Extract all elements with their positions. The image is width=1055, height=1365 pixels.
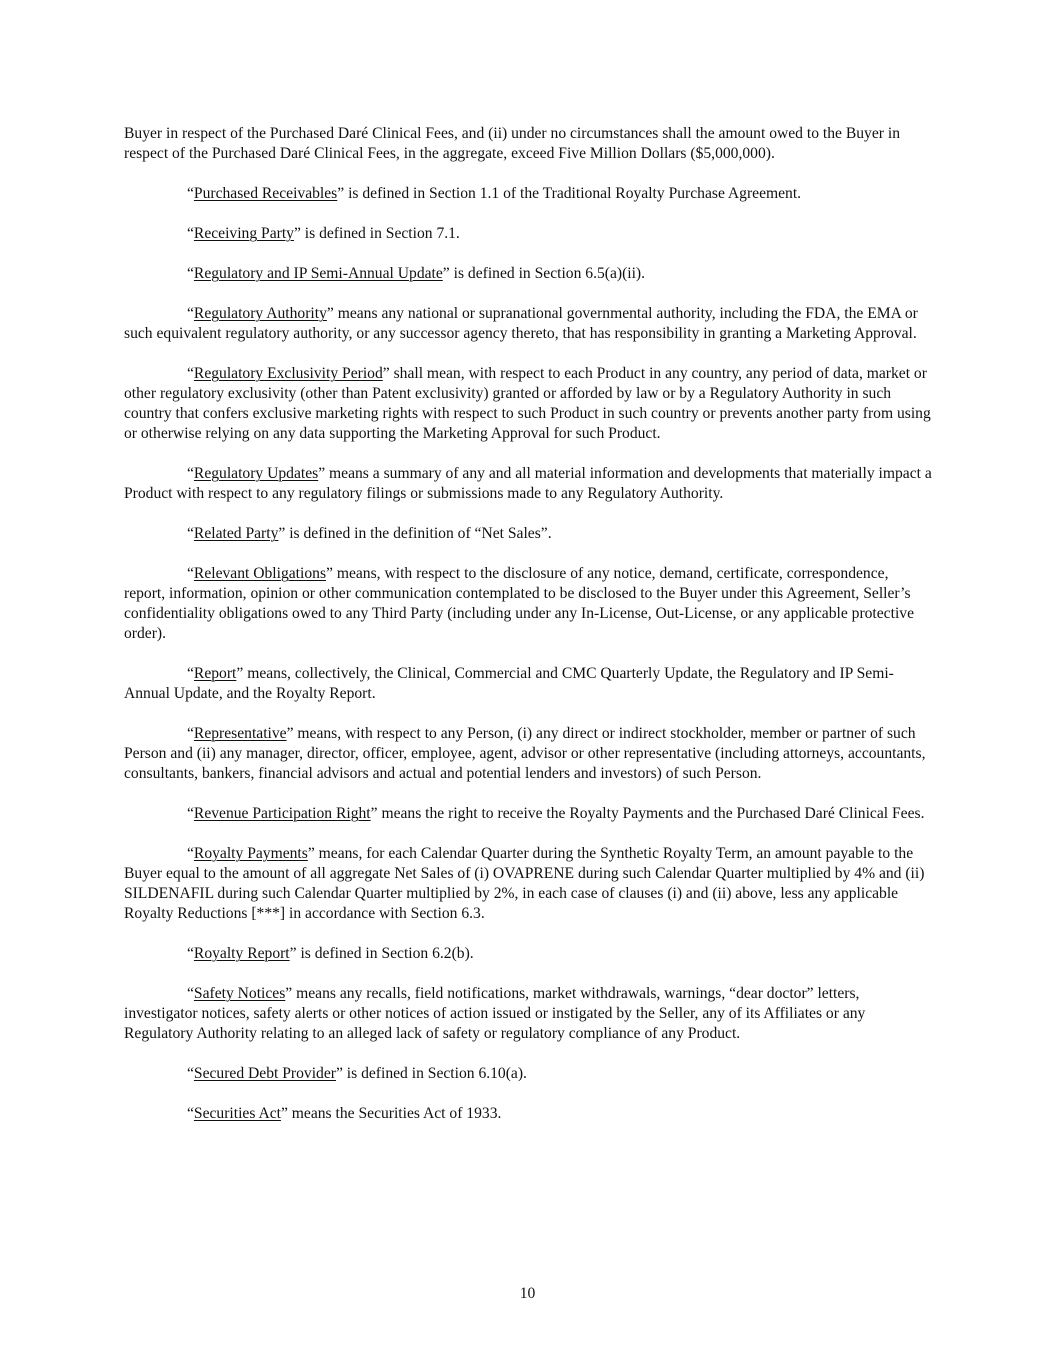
defined-term: Purchased Receivables [193, 185, 338, 202]
definition-report [124, 664, 932, 704]
defined-term: Regulatory Exclusivity Period [193, 365, 383, 382]
open-quote: “ [187, 565, 194, 582]
open-quote: “ [187, 845, 194, 862]
definition-text: ” is defined in Section 7.1. [293, 225, 460, 242]
definition-royalty-payments [124, 844, 932, 924]
definition-revenue-participation-right [124, 804, 932, 824]
definition-text: ” means, collectively, the Clinical, Commercial and CMC Quarterly Update, the Regulatory and IP Semi-Annual Update, and the Royalty Report. [124, 665, 894, 702]
definition-regulatory-updates [124, 464, 932, 504]
open-quote: “ [187, 805, 194, 822]
open-quote: “ [187, 525, 194, 542]
open-quote: “ [187, 725, 194, 742]
definition-text: ” is defined in Section 6.10(a). [335, 1065, 527, 1082]
defined-term: Regulatory Authority [193, 305, 327, 322]
definition-text: ” means, with respect to the disclosure of any notice, demand, certificate, correspondence, report, information, opinion or other communication contemplated to be disclosed to the Buyer under this Agreement, Seller’s confidentiality obligations owed to any Third Party (including under any In-License, Out-License, or any applicable protective order). [124, 565, 914, 642]
definition-regulatory-ip-update [124, 264, 932, 284]
definition-relevant-obligations [124, 564, 932, 644]
definition-text: ” is defined in Section 1.1 of the Traditional Royalty Purchase Agreement. [337, 185, 802, 202]
definition-securities-act [124, 1104, 932, 1124]
definition-safety-notices [124, 984, 932, 1044]
definition-text: ” means, with respect to any Person, (i) any direct or indirect stockholder, member or partner of such Person and (ii) any manager, director, officer, employee, agent, advisor or other representative (including attorneys, accountants, consultants, bankers, financial advisors and actual and potential lenders and investors) of such Person. [124, 725, 926, 782]
open-quote: “ [187, 265, 194, 282]
defined-term: Regulatory and IP Semi-Annual Update [193, 265, 443, 282]
open-quote: “ [187, 945, 194, 962]
defined-term: Royalty Report [193, 945, 290, 962]
defined-term: Royalty Payments [193, 845, 308, 862]
open-quote: “ [187, 1065, 194, 1082]
definition-representative [124, 724, 932, 784]
definition-text: ” is defined in the definition of “Net Sales”. [278, 525, 552, 542]
definition-regulatory-exclusivity-period [124, 364, 932, 444]
page-number: 10 [519, 1285, 536, 1302]
paragraph-continuation [124, 124, 932, 164]
open-quote: “ [187, 225, 194, 242]
defined-term: Safety Notices [193, 985, 286, 1002]
definition-receiving-party [124, 224, 932, 244]
definition-text: ” means any recalls, field notifications, market withdrawals, warnings, “dear doctor” letters, investigator notices, safety alerts or other notices of action issued or instigated by the Seller, any of its Affiliates or any Regulatory Authority relating to an alleged lack of safety or regulatory compliance of any Product. [124, 985, 866, 1042]
open-quote: “ [187, 365, 194, 382]
defined-term: Related Party [193, 525, 279, 542]
defined-term: Report [193, 665, 237, 682]
defined-term: Securities Act [193, 1105, 281, 1122]
defined-term: Revenue Participation Right [193, 805, 371, 822]
defined-term: Secured Debt Provider [193, 1065, 336, 1082]
definition-purchased-receivables [124, 184, 932, 204]
defined-term: Regulatory Updates [193, 465, 319, 482]
open-quote: “ [187, 305, 194, 322]
definition-regulatory-authority [124, 304, 932, 344]
definition-text: ” is defined in Section 6.5(a)(ii). [442, 265, 646, 282]
definition-secured-debt-provider [124, 1064, 932, 1084]
definition-text: ” shall mean, with respect to each Product in any country, any period of data, market or other regulatory exclusivity (other than Patent exclusivity) granted or afforded by law or by a Regulatory Authority in such country that confers exclusive marketing rights with respect to such Product in such country or prevents another party from using or otherwise relying on any data supporting the Marketing Approval for such Product. [124, 365, 931, 442]
definition-text: ” means the right to receive the Royalty Payments and the Purchased Daré Clinical Fees. [370, 805, 925, 822]
open-quote: “ [187, 185, 194, 202]
open-quote: “ [187, 985, 194, 1002]
defined-term: Representative [193, 725, 287, 742]
defined-term: Receiving Party [193, 225, 294, 242]
open-quote: “ [187, 465, 194, 482]
document-body [124, 124, 932, 1144]
definition-text: ” means a summary of any and all material information and developments that materially impact a Product with respect to any regulatory filings or submissions made to any Regulatory Authority. [124, 465, 932, 502]
definition-text: ” means any national or supranational governmental authority, including the FDA, the EMA or such equivalent regulatory authority, or any successor agency thereto, that has responsibility in granting a Marketing Approval. [124, 305, 918, 342]
definition-royalty-report [124, 944, 932, 964]
open-quote: “ [187, 665, 194, 682]
defined-term: Relevant Obligations [193, 565, 327, 582]
open-quote: “ [187, 1105, 194, 1122]
definition-text: ” means the Securities Act of 1933. [280, 1105, 502, 1122]
paragraph-text: Buyer in respect of the Purchased Daré Clinical Fees, and (ii) under no circumstances shall the amount owed to the Buyer in respect of the Purchased Daré Clinical Fees, in the aggregate, exceed Five Million Dollars ($5,000,000). [124, 125, 900, 162]
definition-related-party [124, 524, 932, 544]
definition-text: ” is defined in Section 6.2(b). [289, 945, 474, 962]
definition-text: ” means, for each Calendar Quarter during the Synthetic Royalty Term, an amount payable to the Buyer equal to the amount of all aggregate Net Sales of (i) OVAPRENE during such Calendar Quarter multiplied by 4% and (ii) SILDENAFIL during such Calendar Quarter multiplied by 2%, in each case of clauses (i) and (ii) above, less any applicable Royalty Reductions [***] in accordance with Section 6.3. [124, 845, 925, 922]
